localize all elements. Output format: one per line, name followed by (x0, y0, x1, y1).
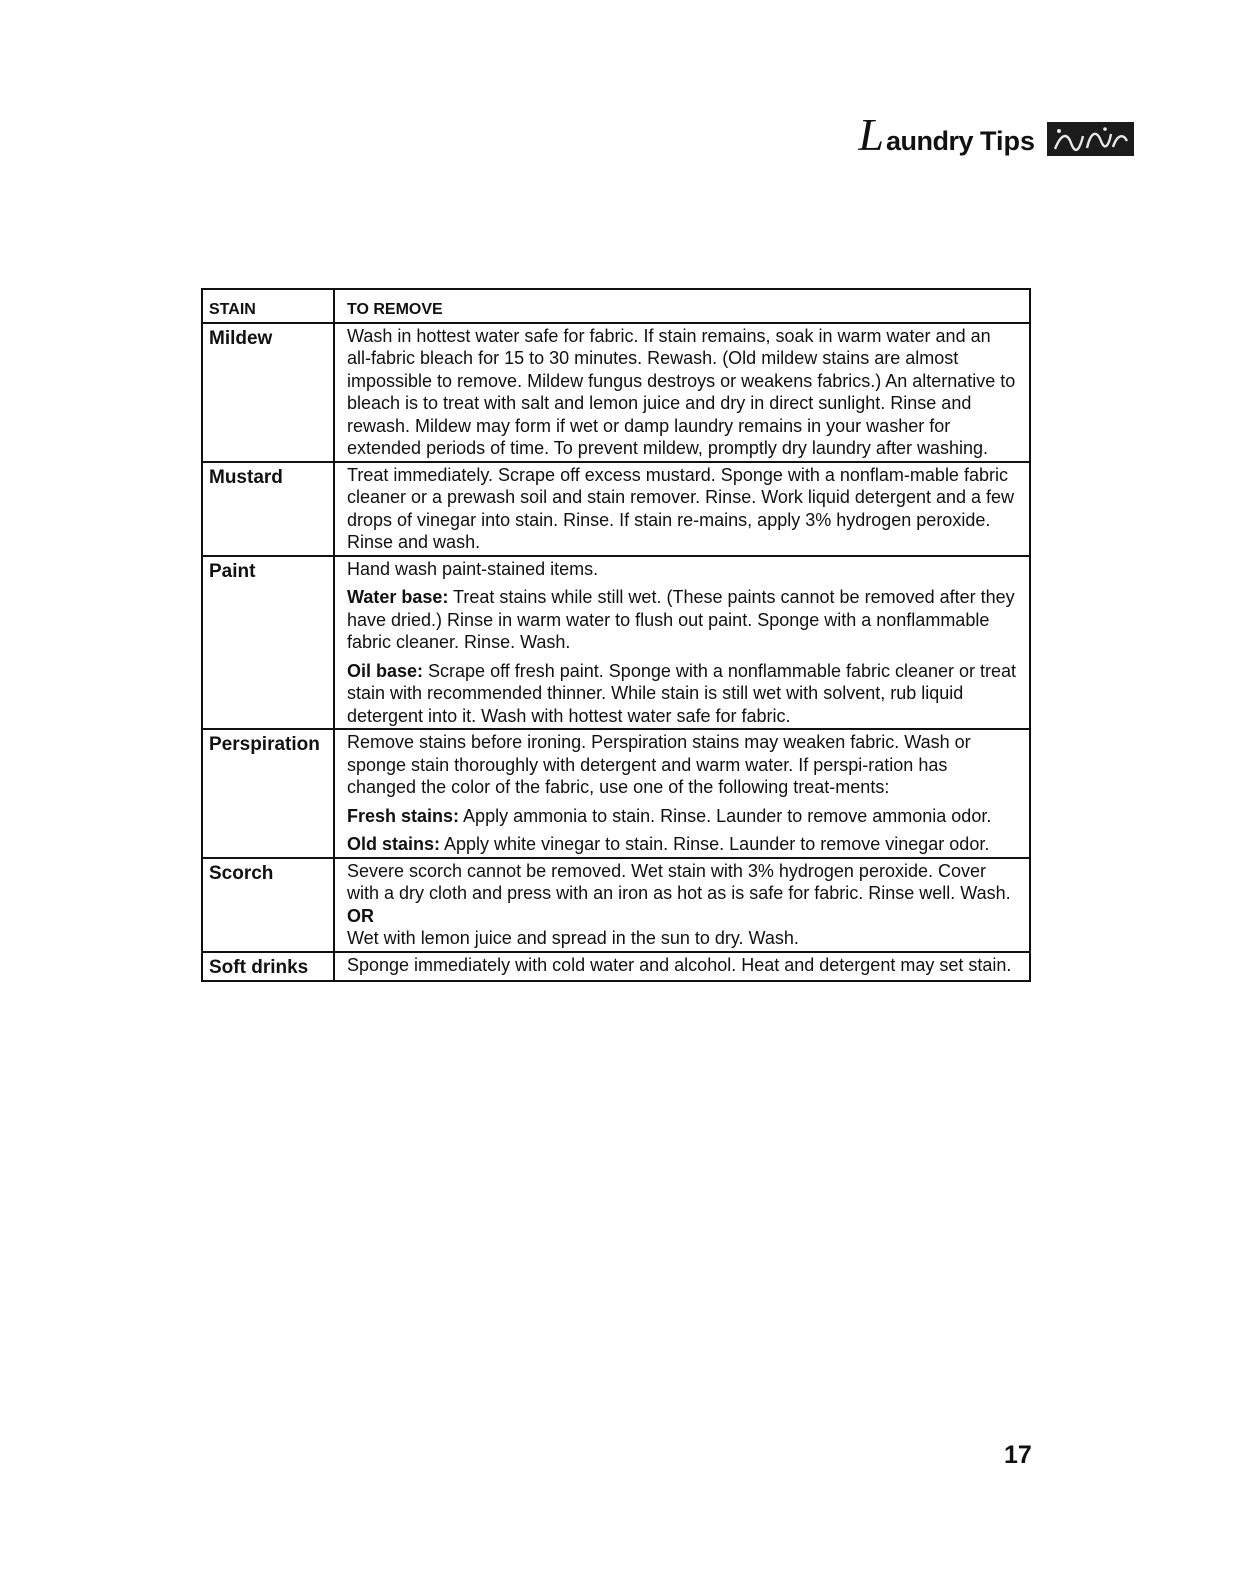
remove-instructions (334, 462, 1030, 556)
table-row (202, 462, 1030, 556)
instruction-label: Fresh stains: (347, 805, 460, 826)
instruction-line: Severe scorch cannot be removed. Wet stain with 3% hydrogen peroxide. Cover with a dry cloth and press with an iron as hot as is safe for fabric. Rinse well. Wash. (347, 860, 1011, 903)
brand-logo (1047, 122, 1134, 156)
column-header-to-remove: TO REMOVE (334, 289, 1030, 323)
stain-name: Mildew (202, 323, 334, 462)
stain-name: Scorch (202, 858, 334, 952)
instruction-text: Remove stains before ironing. Perspiration stains may weaken fabric. Wash or sponge stain thoroughly with detergent and warm water. If perspi-ration has changed the color of the fabric, use one of the following treat-ments: (347, 732, 971, 797)
stain-name: Paint (202, 556, 334, 730)
remove-instructions (334, 729, 1030, 858)
remove-instructions (334, 556, 1030, 730)
instruction-text: Apply white vinegar to stain. Rinse. Launder to remove vinegar odor. (440, 834, 990, 854)
stain-name: Mustard (202, 462, 334, 556)
remove-instructions (334, 323, 1030, 462)
instruction-text: Treat immediately. Scrape off excess mustard. Sponge with a nonflam-mable fabric cleaner or a prewash soil and stain remover. Rinse. Work liquid detergent and a few drops of vinegar into stain. Rinse. If stain re-mains, apply 3% hydrogen peroxide. Rinse and wash. (347, 464, 1015, 552)
instruction-line: Wet with lemon juice and spread in the sun to dry. Wash. (347, 928, 799, 948)
title-initial: L (858, 109, 884, 160)
title-tips: Tips (979, 126, 1035, 156)
instruction-paragraph (347, 586, 1019, 654)
logo-mark-icon (1047, 122, 1134, 156)
table-row (202, 952, 1030, 982)
instruction-text: Hand wash paint-stained items. (347, 558, 599, 579)
page-number: 17 (1004, 1441, 1032, 1469)
instruction-line-or: OR (347, 905, 374, 926)
column-header-stain: STAIN (202, 289, 334, 323)
instruction-paragraph (347, 833, 1019, 856)
instruction-paragraph (347, 805, 1019, 828)
instruction-label: Old stains: (347, 834, 441, 854)
instruction-text: Scrape off fresh paint. Sponge with a nonflammable fabric cleaner or treat stain with recommended thinner. While stain is still wet with solvent, rub liquid detergent into it. Wash with hottest water safe for fabric. (347, 660, 1017, 726)
instruction-paragraph (347, 464, 1019, 554)
instruction-text: Treat stains while still wet. (These paints cannot be removed after they have dried.) Rinse in warm water to flush out paint. Sponge with a nonflammable fabric cleaner. Rinse. Wash. (347, 587, 1015, 652)
instruction-paragraph (347, 660, 1019, 728)
stain-name: Soft drinks (202, 952, 334, 982)
instruction-text: Sponge immediately with cold water and alcohol. Heat and detergent may set stain. (347, 954, 1012, 975)
page-header (858, 109, 1134, 160)
table-row (202, 858, 1030, 952)
instruction-label: Oil base: (347, 660, 424, 681)
table-row (202, 556, 1030, 730)
instruction-text: Apply ammonia to stain. Rinse. Launder to remove ammonia odor. (459, 805, 992, 826)
title-rest: aundry (885, 126, 973, 156)
instruction-paragraph (347, 558, 1019, 581)
instruction-paragraph (347, 731, 1019, 799)
instruction-paragraph (347, 954, 1019, 977)
remove-instructions (334, 952, 1030, 982)
section-title (858, 109, 1035, 160)
table-header-row (202, 289, 1030, 323)
stain-removal-table (201, 288, 1031, 982)
table-row (202, 729, 1030, 858)
instruction-text: Wash in hottest water safe for fabric. If stain remains, soak in warm water and an all-fabric bleach for 15 to 30 minutes. Rewash. (Old mildew stains are almost impossible to remove. Mildew fungus destroys or weakens fabrics.) An alternative to bleach is to treat with salt and lemon juice and dry in direct sunlight. Rinse and rewash. Mildew may form if wet or damp laundry remains in your washer for extended periods of time. To prevent mildew, promptly dry laundry after washing. (347, 325, 1016, 458)
instruction-paragraph (347, 325, 1019, 460)
stain-name: Perspiration (202, 729, 334, 858)
table-row (202, 323, 1030, 462)
remove-instructions (334, 858, 1030, 952)
instruction-label: Water base: (347, 587, 449, 607)
